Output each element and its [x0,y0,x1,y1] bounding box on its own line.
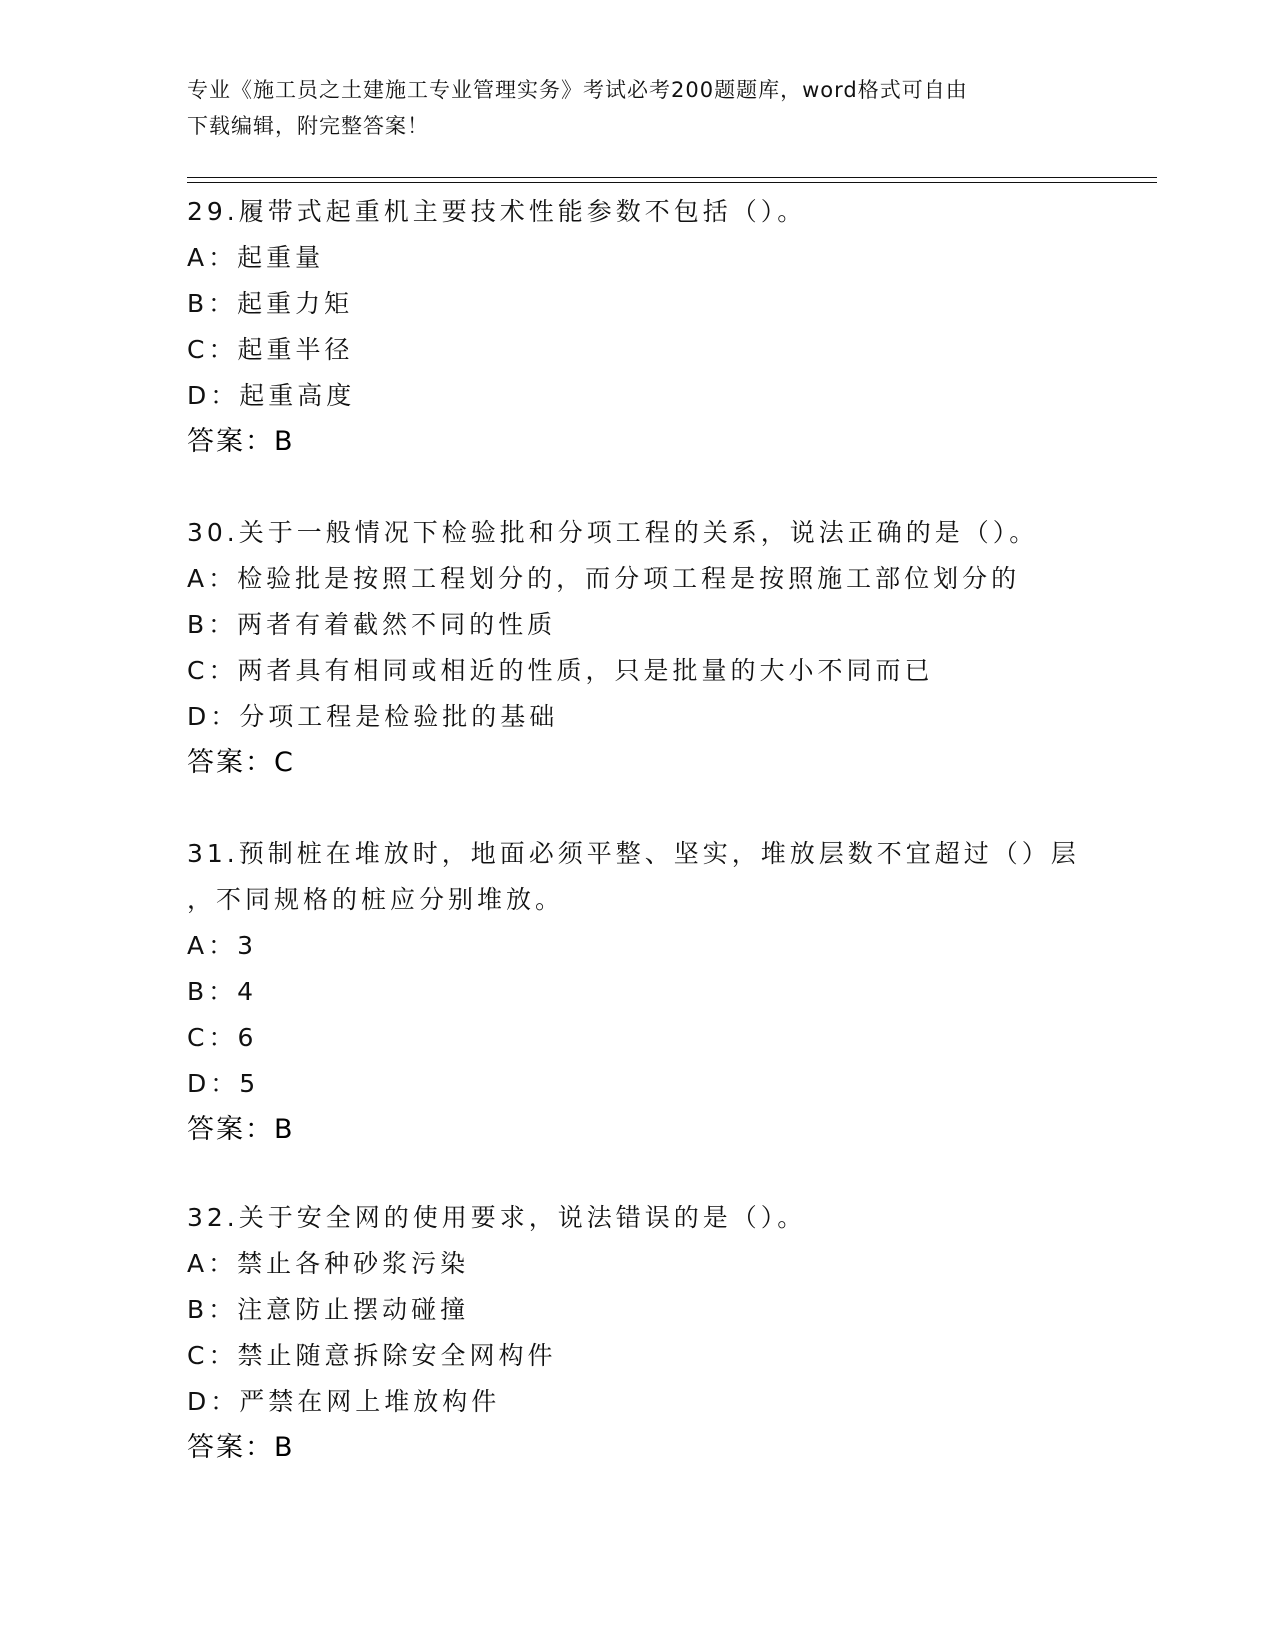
option-b: B：4 [187,977,258,1006]
question-30 [187,510,1087,786]
question-stem-line: 29.履带式起重机主要技术性能参数不包括（）。 [187,197,807,226]
answer-label: 答案：B [187,426,295,457]
question-stem-line: ，不同规格的桩应分别堆放。 [187,885,565,914]
answer-label: 答案：C [187,747,295,778]
option-c: C：两者具有相同或相近的性质，只是批量的大小不同而已 [187,656,934,685]
answer-label: 答案：B [187,1114,295,1145]
question-stem-line: 30.关于一般情况下检验批和分项工程的关系，说法正确的是（）。 [187,518,1039,547]
question-32 [187,1195,1087,1471]
header-divider-top [187,177,1157,178]
answer-label: 答案：B [187,1432,295,1463]
option-b: B：两者有着截然不同的性质 [187,610,557,639]
option-b: B：起重力矩 [187,289,354,318]
option-d: D：分项工程是检验批的基础 [187,702,559,731]
option-d: D：起重高度 [187,381,356,410]
question-31 [187,831,1087,1153]
header-line-2: 下载编辑，附完整答案！ [187,114,429,138]
question-stem [187,510,1087,556]
option-d: D：严禁在网上堆放构件 [187,1387,501,1416]
option-b: B：注意防止摆动碰撞 [187,1295,470,1324]
header-line-1: 专业《施工员之土建施工专业管理实务》考试必考200题题库，word格式可自由 [187,78,968,102]
question-stem [187,831,1087,923]
header-divider-bottom [187,182,1157,183]
question-stem-line: 31.预制桩在堆放时，地面必须平整、坚实，堆放层数不宜超过（）层 [187,839,1080,868]
option-c: C：6 [187,1023,258,1052]
question-29 [187,189,1087,465]
option-a: A：起重量 [187,243,325,272]
question-stem [187,1195,1087,1241]
option-c: C：禁止随意拆除安全网构件 [187,1341,557,1370]
option-a: A：检验批是按照工程划分的，而分项工程是按照施工部位划分的 [187,564,1021,593]
option-a: A：禁止各种砂浆污染 [187,1249,470,1278]
option-c: C：起重半径 [187,335,354,364]
document-header [187,72,1087,144]
option-d: D：5 [187,1069,260,1098]
option-a: A：3 [187,931,258,960]
question-stem [187,189,1087,235]
question-stem-line: 32.关于安全网的使用要求，说法错误的是（）。 [187,1203,807,1232]
